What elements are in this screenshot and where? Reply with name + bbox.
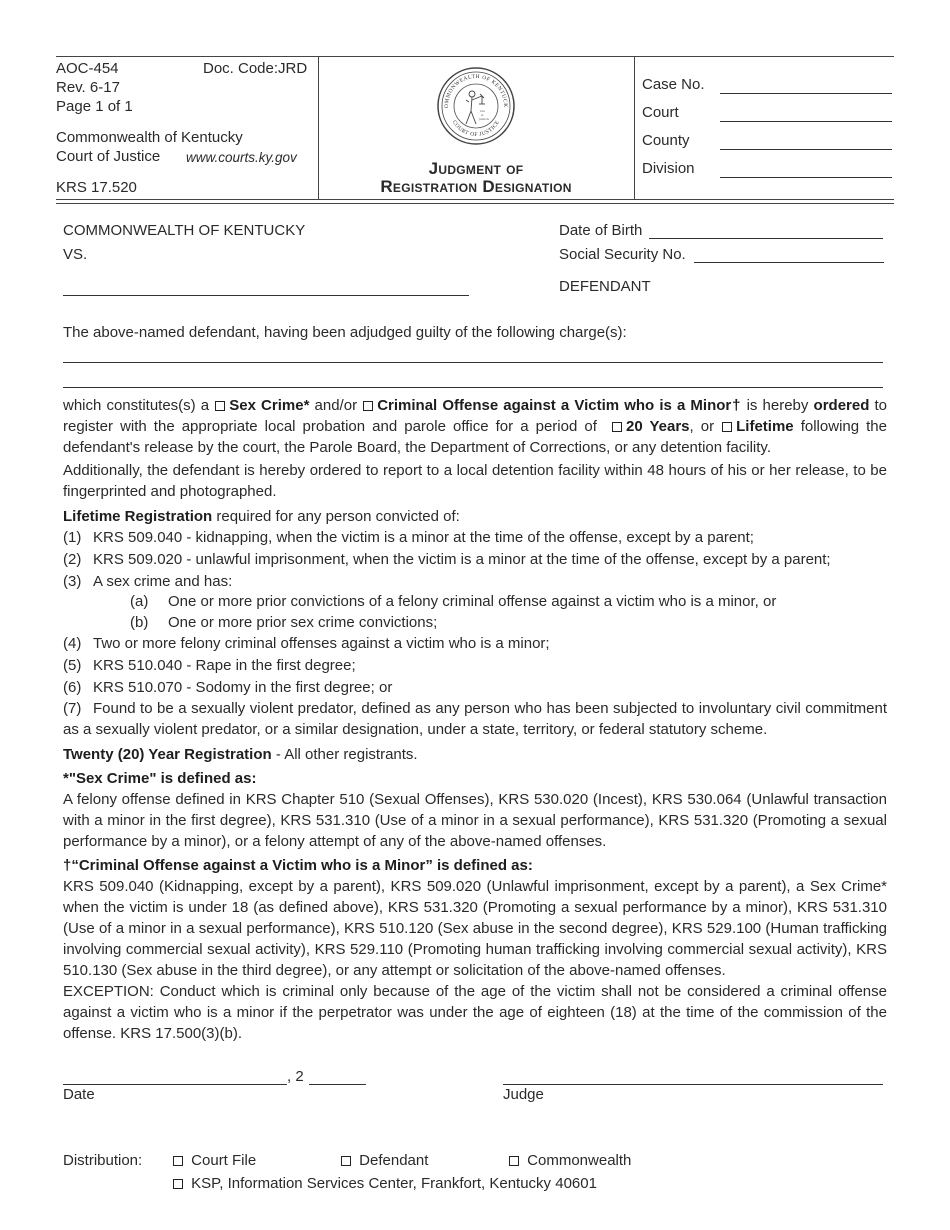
list-item: (2) KRS 509.020 - unlawful imprisonment, when the victim is a minor at the time of the offense, except by a parent; [63, 551, 831, 568]
sub-list-item: (a) One or more prior convictions of a felony criminal offense against a victim who is a minor, or [130, 593, 777, 610]
ksp-checkbox[interactable] [173, 1179, 183, 1189]
sex-crime-checkbox[interactable] [215, 401, 225, 411]
page-number: Page 1 of 1 [56, 98, 133, 115]
dob-label: Date of Birth [559, 222, 643, 239]
doc-code: Doc. Code:JRD [203, 60, 308, 77]
header-bottom-rule-2 [56, 203, 894, 204]
statute: KRS 17.520 [56, 179, 137, 196]
court-field[interactable] [642, 104, 894, 124]
division-field[interactable] [642, 160, 894, 180]
year-prefix: , 2 [287, 1068, 304, 1085]
twenty-years-checkbox[interactable] [612, 422, 622, 432]
minor-def-heading: †“Criminal Offense against a Victim who is a Minor” is defined as: [63, 857, 533, 874]
title-line-1: Judgment of [428, 159, 524, 178]
court-label: Court [642, 104, 679, 121]
revision: Rev. 6-17 [56, 79, 120, 96]
lifetime-checkbox[interactable] [722, 422, 732, 432]
court-seal-icon [436, 66, 516, 146]
list-item: (6) KRS 510.070 - Sodomy in the first degree; or [63, 679, 393, 696]
distribution-label: Distribution: [63, 1152, 143, 1169]
lifetime-heading: Lifetime Registration required for any person convicted of: [63, 508, 460, 525]
vs-label: VS. [63, 246, 88, 263]
form-number: AOC-454 [56, 60, 119, 77]
list-item: (1) KRS 509.040 - kidnapping, when the victim is a minor at the time of the offense, except by a parent; [63, 529, 754, 546]
court-file-checkbox[interactable] [173, 1156, 183, 1166]
list-item: (3) A sex crime and has: [63, 573, 233, 590]
title-line-2: Registration Designation [380, 177, 572, 196]
website: www.courts.ky.gov [186, 150, 297, 165]
additionally-paragraph: Additionally, the defendant is hereby ordered to report to a local detention facility within 48 hours of his or her release, to be fingerprinted and photographed. [63, 462, 887, 500]
date-line[interactable] [63, 1084, 287, 1085]
commonwealth-checkbox[interactable] [509, 1156, 519, 1166]
case-no-field[interactable] [642, 76, 894, 96]
plaintiff-name: COMMONWEALTH OF KENTUCKY [63, 222, 306, 239]
agency-line-2: Court of Justice [56, 148, 161, 165]
county-label: County [642, 132, 690, 149]
header-divider-right [634, 56, 635, 199]
exception-paragraph: EXCEPTION: Conduct which is criminal only because of the age of the victim shall not be considered a criminal offense against a victim who is a minor if the perpetrator was under the age of eighteen (18) at the time of the commission of the offense. KRS 17.500(3)(b). [63, 983, 887, 1042]
sub-list-item: (b) One or more prior sex crime convictions; [130, 614, 438, 631]
distribution-defendant[interactable]: Defendant [340, 1151, 428, 1171]
date-label: Date [63, 1086, 95, 1103]
charge-line-2[interactable] [63, 387, 883, 388]
ssn-line[interactable] [694, 262, 884, 263]
judge-signature-line[interactable] [503, 1084, 883, 1085]
minor-offense-definition: KRS 509.040 (Kidnapping, except by a parent), KRS 509.020 (Unlawful imprisonment, except by a parent), a Sex Crime* when the victim is under 18 (as defined above), KRS 531.320 (Promoting a sexual performance by a minor), KRS 531.310 (Use of a minor in a sexual performance), KRS 510.120 (Sex abuse in the second degree), KRS 529.100 (Human trafficking involving commercial sexual activity), KRS 529.110 (Promoting human trafficking involving commercial sexual activity), KRS 510.130 (Sex abuse in the third degree), or any attempt or solicitation of the above-named offenses. [63, 878, 887, 979]
charges-intro: The above-named defendant, having been adjudged guilty of the following charge(s): [63, 324, 627, 341]
county-field[interactable] [642, 132, 894, 152]
dob-line[interactable] [649, 238, 883, 239]
list-item: (7) Found to be a sexually violent predator, defined as any person who has been subjected to involuntary civil commitment as a sexually violent predator, or a similar designation, under a state, territory, or federal statutory scheme. [63, 700, 887, 738]
list-item: (5) KRS 510.040 - Rape in the first degree; [63, 657, 356, 674]
minor-offense-checkbox[interactable] [363, 401, 373, 411]
ssn-label: Social Security No. [559, 246, 686, 263]
division-label: Division [642, 160, 695, 177]
svg-text:justicia: justicia [479, 117, 490, 121]
defendant-name-line[interactable] [63, 295, 469, 296]
distribution-commonwealth[interactable]: Commonwealth [508, 1151, 631, 1171]
year-line[interactable] [309, 1084, 366, 1085]
svg-text:et: et [481, 113, 484, 117]
sex-crime-definition: A felony offense defined in KRS Chapter 510 (Sexual Offenses), KRS 530.020 (Incest), KRS 530.064 (Unlawful transaction with a minor in the first degree), KRS 531.310 (Use of a minor in a sexual performance), KRS 531.320 (Promoting a sexual performance by a minor), or a felony attempt of any of the above-named offenses. [63, 791, 887, 850]
charge-line-1[interactable] [63, 362, 883, 363]
list-item: (4) Two or more felony criminal offenses against a victim who is a minor; [63, 635, 550, 652]
header-top-rule [56, 56, 894, 57]
header-bottom-rule [56, 199, 894, 200]
defendant-checkbox[interactable] [341, 1156, 351, 1166]
distribution-ksp[interactable]: KSP, Information Services Center, Frankfort, Kentucky 40601 [172, 1174, 597, 1194]
order-paragraph: which constitutes(s) a Sex Crime* and/or Criminal Offense against a Victim who is a Minor† is hereby ordered to register with the appropriate local probation and parole office for a period of 20 Years, or Lifetime following the defendant's release by the court, the Parole Board, the Department of Corrections, or any detention facility. [63, 397, 888, 456]
form-title [318, 160, 634, 196]
sex-crime-def-heading: *"Sex Crime" is defined as: [63, 770, 257, 787]
case-no-label: Case No. [642, 76, 705, 93]
twenty-year-heading: Twenty (20) Year Registration - All other registrants. [63, 746, 418, 763]
judge-label: Judge [503, 1086, 544, 1103]
svg-text:law: law [480, 109, 486, 113]
distribution-court-file[interactable]: Court File [172, 1151, 256, 1171]
defendant-label: DEFENDANT [559, 278, 651, 295]
agency-line-1: Commonwealth of Kentucky [56, 129, 243, 146]
svg-text:COURT OF JUSTICE: COURT OF JUSTICE [450, 119, 502, 139]
svg-text:COMMONWEALTH OF KENTUCKY: OMMONWEALTH OF KENTUCK [443, 73, 509, 109]
